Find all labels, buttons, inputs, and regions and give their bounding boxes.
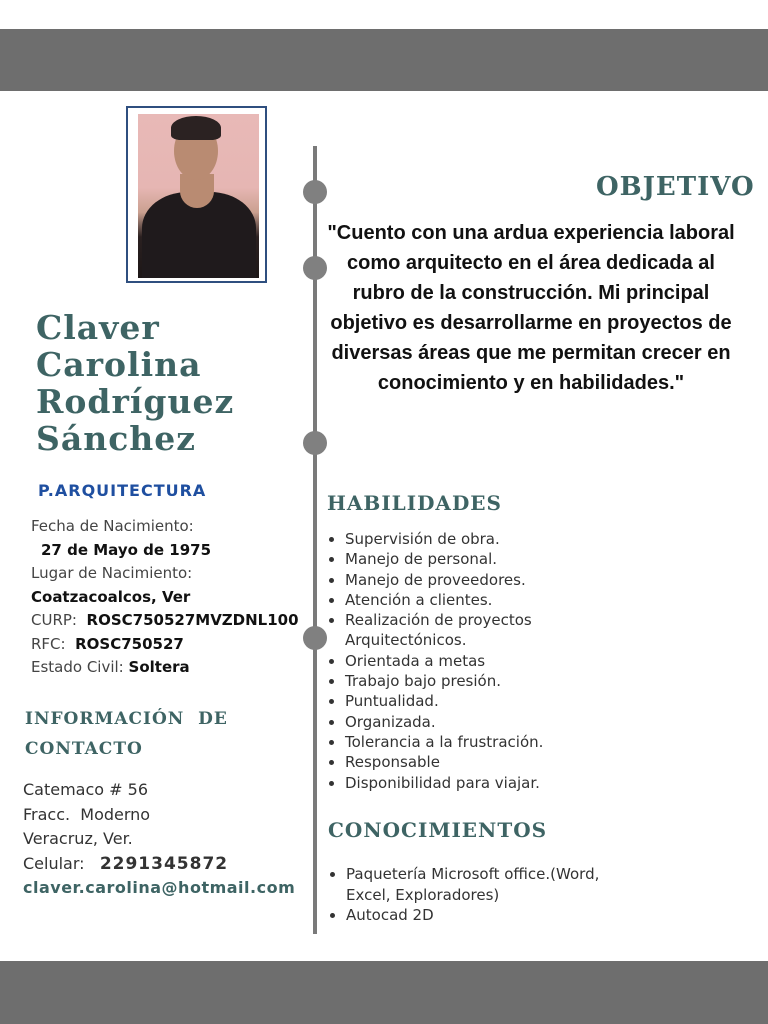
list-item: • Atención a clientes. — [345, 590, 768, 610]
list-item: • Trabajo bajo presión. — [345, 671, 768, 691]
profile-photo — [138, 114, 259, 278]
photo-hair-shape — [171, 116, 221, 140]
list-item: • Puntualidad. — [345, 691, 768, 711]
contact-heading — [25, 704, 228, 764]
birth-date-label: Fecha de Nacimiento: — [31, 517, 194, 535]
knowledge-heading: CONOCIMIENTOS — [328, 818, 548, 842]
list-item: • Orientada a metas — [345, 651, 768, 671]
phone-label: Celular: — [23, 853, 85, 873]
list-item: • Organizada. — [345, 712, 768, 732]
timeline-dot — [303, 626, 327, 650]
skills-heading: HABILIDADES — [327, 491, 502, 515]
contact-heading-line: CONTACTO — [25, 739, 143, 759]
civil-status-value: Soltera — [128, 658, 190, 676]
name-line: Rodríguez — [36, 382, 235, 421]
contact-heading-line: INFORMACIÓN DE — [25, 709, 228, 729]
curp-label: CURP: — [31, 611, 77, 629]
address-line-1: Catemaco # 56 — [23, 780, 149, 799]
footer-band — [0, 961, 768, 1024]
list-item: • Tolerancia a la frustración. — [345, 732, 768, 752]
full-name — [36, 309, 234, 457]
rfc-label: RFC: — [31, 634, 66, 653]
rfc-value: ROSC750527 — [75, 634, 184, 653]
objective-heading: OBJETIVO — [596, 172, 755, 202]
address-line-2: Fracc. Moderno — [23, 804, 151, 824]
list-item: • Responsable — [345, 752, 768, 772]
list-item: • Manejo de proveedores. — [345, 570, 768, 590]
contact-info — [23, 778, 295, 901]
list-item: • Realización de proyectos Arquitectónicos. — [345, 610, 545, 651]
timeline-dot — [303, 431, 327, 455]
skills-list — [327, 529, 768, 793]
profile-photo-frame — [126, 106, 267, 283]
personal-info — [31, 515, 299, 680]
profession: P.ARQUITECTURA — [38, 481, 207, 500]
list-item: • Disponibilidad para viajar. — [345, 773, 768, 793]
header-band — [0, 29, 768, 91]
name-line: Carolina — [36, 345, 202, 384]
timeline-dot — [303, 180, 327, 204]
email-link[interactable]: claver.carolina@hotmail.com — [23, 878, 296, 897]
list-item: • Supervisión de obra. — [345, 529, 768, 549]
list-item: • Paquetería Microsoft office.(Word, Excel, Exploradores) — [346, 864, 616, 905]
birth-place-label: Lugar de Nacimiento: — [31, 564, 193, 582]
civil-status-label: Estado Civil: — [31, 658, 124, 676]
birth-date-value: 27 de Mayo de 1975 — [41, 540, 212, 559]
knowledge-list — [328, 864, 666, 926]
list-item: • Manejo de personal. — [345, 549, 768, 569]
address-line-3: Veracruz, Ver. — [23, 829, 133, 848]
objective-text: "Cuento con una ardua experiencia laboral como arquitecto en el área dedicada al rubro de la construcción. Mi principal objetivo es desarrollarme en proyectos de diversas áreas que me permitan crecer en conocimiento y en habilidades." — [327, 222, 735, 394]
name-line: Claver — [36, 308, 160, 347]
list-item: • Autocad 2D — [346, 905, 666, 926]
curp-value: ROSC750527MVZDNL100 — [86, 611, 299, 629]
name-line: Sánchez — [36, 419, 197, 458]
phone-value: 2291345872 — [99, 853, 229, 874]
birth-place-value: Coatzacoalcos, Ver — [31, 587, 191, 606]
